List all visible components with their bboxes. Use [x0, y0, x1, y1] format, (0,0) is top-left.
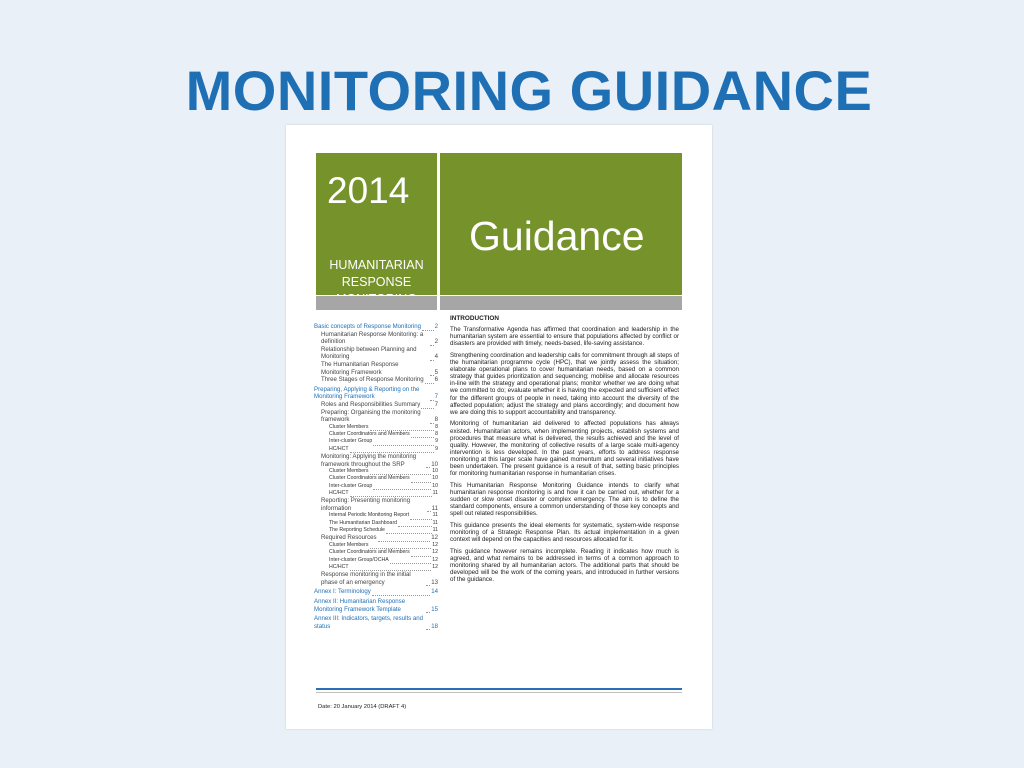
toc-entry-page: 7 — [434, 393, 438, 401]
toc-leader-dots — [411, 432, 434, 438]
toc-leader-dots — [386, 528, 432, 534]
toc-entry-page: 12 — [432, 563, 438, 570]
toc-leader-dots — [426, 580, 430, 586]
toc-entry-page: 12 — [432, 541, 438, 548]
toc-entry-page: 11 — [432, 519, 438, 526]
toc-entry-title: Humanitarian Response Monitoring: a definition — [321, 330, 424, 346]
toc-entry-title: HC/HCT — [329, 445, 349, 452]
table-of-contents — [314, 321, 438, 630]
slide-title: MONITORING GUIDANCE — [185, 59, 873, 122]
toc-entry[interactable] — [314, 438, 438, 445]
toc-entry-page: 4 — [434, 353, 438, 361]
toc-entry-page: 9 — [435, 445, 438, 452]
intro-heading: INTRODUCTION — [450, 315, 499, 322]
toc-leader-dots — [373, 484, 431, 490]
toc-leader-dots — [390, 558, 432, 564]
toc-entry-title: Roles and Responsibilities Summary — [321, 400, 421, 408]
toc-leader-dots — [430, 395, 434, 401]
toc-entry[interactable] — [314, 512, 438, 519]
cover-subtitle-line: RESPONSE — [341, 275, 412, 289]
toc-entry[interactable] — [314, 331, 438, 346]
toc-entry-page: 11 — [432, 527, 438, 534]
toc-entry[interactable] — [314, 534, 438, 542]
toc-entry[interactable] — [314, 431, 438, 438]
toc-entry-title: Cluster Coordinators and Members — [329, 475, 410, 482]
body-paragraph: This guidance however remains incomplete. Reading it indicates how much is agreed, and what remains to be addressed in terms of a common approach to monitoring shared by all humanitarian actors. The additional parts that should be developed will be the work of the coming years, and introduced in further versions of the guidance. — [450, 547, 679, 584]
toc-entry[interactable] — [314, 376, 438, 384]
toc-entry-page: 10 — [432, 475, 438, 482]
toc-entry-page: 13 — [431, 578, 438, 586]
toc-entry[interactable] — [314, 588, 438, 596]
toc-leader-dots — [430, 370, 434, 376]
toc-entry-title: Cluster Coordinators and Members — [329, 549, 410, 556]
footer-rule — [316, 688, 682, 690]
toc-leader-dots — [372, 590, 430, 596]
toc-entry-page: 2 — [434, 323, 438, 330]
toc-entry[interactable] — [314, 490, 438, 497]
toc-entry-title: Required Resources — [321, 534, 377, 542]
toc-entry-page: 18 — [431, 622, 438, 630]
cover-year-panel — [316, 153, 437, 295]
toc-entry[interactable] — [314, 542, 438, 549]
toc-entry[interactable] — [314, 475, 438, 482]
toc-entry[interactable] — [314, 598, 438, 613]
toc-entry[interactable] — [314, 557, 438, 564]
toc-entry-title: Inter-cluster Group/OCHA — [329, 556, 389, 563]
toc-entry-title: Cluster Members — [329, 423, 369, 430]
cover-subtitle-line: HUMANITARIAN — [329, 258, 424, 272]
toc-entry-page: 10 — [432, 468, 438, 475]
toc-leader-dots — [430, 340, 434, 346]
document-page-image — [286, 125, 712, 729]
toc-entry-title: Cluster Members — [329, 541, 369, 548]
toc-entry-title: Cluster Coordinators and Members — [329, 431, 410, 438]
footer-rule-thin — [316, 692, 682, 693]
toc-entry-title: Response monitoring in the initial phase of an emergency — [321, 571, 411, 586]
cover-heading: Guidance — [469, 213, 645, 259]
cover-grey-bar — [316, 296, 437, 310]
toc-entry-page: 6 — [434, 376, 438, 384]
toc-entry-page: 9 — [435, 438, 438, 445]
toc-entry[interactable] — [314, 409, 438, 424]
body-paragraph: The Transformative Agenda has affirmed that coordination and leadership in the humanitarian system are essential to ensure that populations affected by conflict or disasters are provided with timely, needs-based, life-saving assistance. — [450, 326, 679, 348]
toc-entry[interactable] — [314, 468, 438, 475]
toc-leader-dots — [426, 624, 430, 630]
body-paragraph: This Humanitarian Response Monitoring Guidance intends to clarify what humanitarian response monitoring is and how it can be carried out, whether for a sudden or slow onset disaster or complex emergency. The aim is to define the standard components, ensure a common understanding of those key concepts and spell out related responsibilities. — [450, 481, 679, 518]
toc-entry[interactable] — [314, 615, 438, 630]
toc-entry[interactable] — [314, 361, 438, 376]
toc-entry-title: Cluster Members — [329, 468, 369, 475]
toc-leader-dots — [411, 477, 431, 483]
toc-leader-dots — [378, 536, 431, 542]
toc-entry-title: Reporting: Presenting monitoring information — [321, 497, 411, 512]
toc-leader-dots — [426, 607, 430, 613]
toc-entry[interactable] — [314, 424, 438, 431]
toc-leader-dots — [411, 551, 431, 557]
toc-entry-title: Monitoring: Applying the monitoring framework throughout the SRP — [321, 452, 417, 468]
toc-entry-title: The Reporting Schedule — [329, 527, 385, 534]
toc-entry[interactable] — [314, 549, 438, 556]
toc-entry-page: 11 — [432, 489, 438, 496]
toc-entry-title: Preparing, Applying & Reporting on the Monitoring Framework — [314, 385, 420, 401]
toc-entry-title: Three Stages of Response Monitoring — [321, 376, 424, 384]
toc-entry-page: 7 — [434, 400, 438, 408]
toc-entry-title: Inter-cluster Group — [329, 482, 373, 489]
toc-entry-title: HC/HCT — [329, 563, 349, 570]
toc-entry[interactable] — [314, 323, 438, 331]
toc-entry-title: The Humanitarian Response Monitoring Framework — [321, 360, 399, 376]
body-paragraph: This guidance presents the ideal elements for systematic, system-wide response monitoring of a Strategic Response Plan. Its actual implementation in a given context will depend on the capacities and resources allocated for it. — [450, 521, 679, 543]
cover-grey-bar — [440, 296, 682, 310]
toc-entry[interactable] — [314, 446, 438, 453]
toc-entry[interactable] — [314, 401, 438, 409]
toc-entry-page: 11 — [431, 504, 438, 512]
document-date: Date: 20 January 2014 (DRAFT 4) — [318, 704, 407, 710]
toc-entry[interactable] — [314, 571, 438, 586]
cover-heading-panel — [440, 153, 682, 295]
toc-leader-dots — [425, 378, 434, 384]
toc-entry-title: HC/HCT — [329, 489, 349, 496]
toc-entry[interactable] — [314, 386, 438, 401]
toc-entry-page: 12 — [432, 556, 438, 563]
toc-entry-page: 8 — [434, 416, 438, 424]
body-paragraph: Strengthening coordination and leadership calls for commitment through all steps of the humanitarian programme cycle (HPC), that we jointly assess the situation; elaborate operational plans to cover humanitarian needs, based on a common strategy that guides prioritization and sequencing; mobilise and allocate resources in-line with the strategy and operational plans; monitor whether we are doing what we committed to do; evaluate whether it is having the expected and sufficient effect for the different groups of people in need, taking into account the diversity of the affected population; adjust the strategy and plans accordingly; and document how we are doing this to support accountability and transparency. — [450, 351, 679, 416]
toc-entry[interactable] — [314, 346, 438, 361]
toc-entry-page: 8 — [435, 431, 438, 438]
toc-entry-page: 12 — [432, 549, 438, 556]
toc-entry[interactable] — [314, 453, 438, 468]
toc-entry-page: 5 — [434, 368, 438, 376]
toc-entry-page: 8 — [435, 423, 438, 430]
toc-entry-page: 15 — [431, 605, 438, 613]
toc-entry[interactable] — [314, 497, 438, 512]
toc-entry-page: 10 — [431, 460, 438, 468]
toc-entry-page: 14 — [431, 588, 438, 596]
toc-entry-title: Annex I: Terminology — [314, 588, 371, 596]
document-body — [450, 315, 679, 588]
body-paragraph: Monitoring of humanitarian aid delivered to affected populations has always existed. Humanitarian actors, when implementing projects, establish systems and procedures that measure what is delivered, the results achieved and the level of quality. However, the monitoring of collective results of a large scale multi-agency intervention is less developed. In the past years, efforts to address response monitoring at this larger scale have gained momentum and several initiatives have been undertaken. The present guidance is a result of that, setting basic principles for monitoring humanitarian response in humanitarian crises. — [450, 420, 679, 478]
toc-entry-title: Annex III: Indicators, targets, results and status — [314, 615, 424, 630]
toc-entry[interactable] — [314, 527, 438, 534]
toc-leader-dots — [410, 514, 431, 520]
toc-entry-page: 2 — [434, 338, 438, 346]
toc-leader-dots — [430, 418, 434, 424]
toc-entry-page: 10 — [432, 482, 438, 489]
toc-entry-page: 11 — [432, 512, 438, 519]
toc-leader-dots — [426, 462, 430, 468]
toc-entry[interactable] — [314, 564, 438, 571]
toc-entry-title: Relationship between Planning and Monitoring — [321, 345, 417, 361]
cover-year: 2014 — [327, 170, 410, 211]
toc-leader-dots — [398, 521, 432, 527]
toc-entry-title: Internal Periodic Monitoring Report — [329, 512, 410, 519]
toc-entry[interactable] — [314, 483, 438, 490]
toc-entry[interactable] — [314, 520, 438, 527]
toc-entry-title: Basic concepts of Response Monitoring — [314, 323, 422, 330]
toc-leader-dots — [427, 506, 431, 512]
toc-leader-dots — [373, 440, 434, 446]
toc-entry-title: Inter-cluster Group — [329, 438, 373, 445]
toc-entry-title: The Humanitarian Dashboard — [329, 519, 398, 526]
toc-leader-dots — [430, 355, 434, 361]
toc-entry-title: Annex II: Humanitarian Response Monitoring Framework Template — [314, 597, 406, 613]
toc-entry-page: 12 — [431, 534, 438, 542]
toc-entry-title: Preparing: Organising the monitoring framework — [321, 408, 421, 424]
